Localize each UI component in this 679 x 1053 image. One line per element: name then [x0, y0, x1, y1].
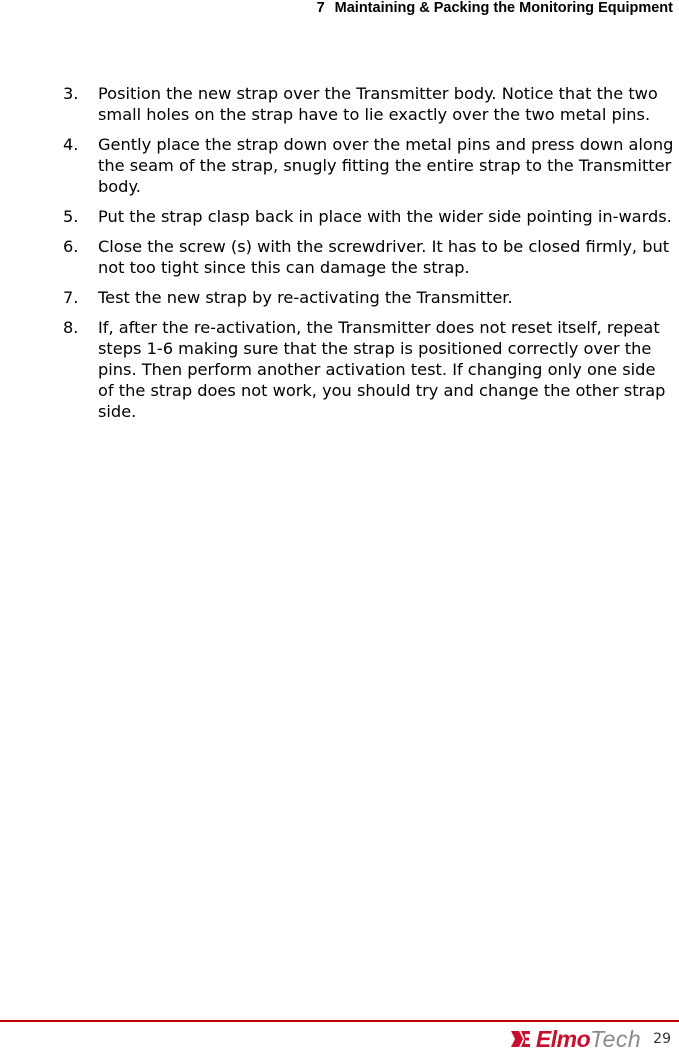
step-text: Test the new strap by re-activating the Transmitter. [98, 288, 513, 307]
footer-divider [0, 1020, 679, 1022]
step-number: 5. [63, 207, 79, 226]
logo-wordmark-tech: Tech [590, 1025, 642, 1052]
step-item [63, 134, 675, 197]
step-number: 4. [63, 135, 79, 154]
page-number: 29 [653, 1031, 671, 1047]
step-item [63, 287, 675, 308]
step-text: Gently place the strap down over the metal pins and press down along the seam of the strap, snugly fitting the entire strap to the Transmitter body. [98, 135, 674, 196]
page-footer [510, 1025, 671, 1052]
step-text: Position the new strap over the Transmitter body. Notice that the two small holes on the strap have to lie exactly over the two metal pins. [98, 84, 658, 124]
logo-wordmark-elmo: Elmo [535, 1025, 591, 1052]
step-text: Put the strap clasp back in place with the wider side pointing in-wards. [98, 207, 672, 226]
elmotech-logo [510, 1026, 641, 1053]
step-number: 7. [63, 288, 79, 307]
step-number: 3. [63, 84, 79, 103]
step-number: 6. [63, 237, 79, 256]
running-header [317, 0, 673, 17]
chapter-number: 7 [316, 0, 325, 16]
step-item [63, 83, 675, 125]
step-item [63, 236, 675, 278]
elmotech-mark-icon [510, 1029, 534, 1049]
step-number: 8. [63, 318, 79, 337]
step-text: Close the screw (s) with the screwdriver. It has to be closed firmly, but not too tight since this can damage the strap. [98, 237, 670, 277]
procedure-steps [63, 83, 675, 431]
chapter-title: Maintaining & Packing the Monitoring Equipment [334, 0, 673, 16]
step-text: If, after the re-activation, the Transmitter does not reset itself, repeat steps 1-6 making sure that the strap is positioned correctly over the pins. Then perform another activation test. If changing only one side of the strap does not work, you should try and change the other strap side. [98, 318, 666, 421]
step-item [63, 317, 675, 422]
step-item [63, 206, 675, 227]
